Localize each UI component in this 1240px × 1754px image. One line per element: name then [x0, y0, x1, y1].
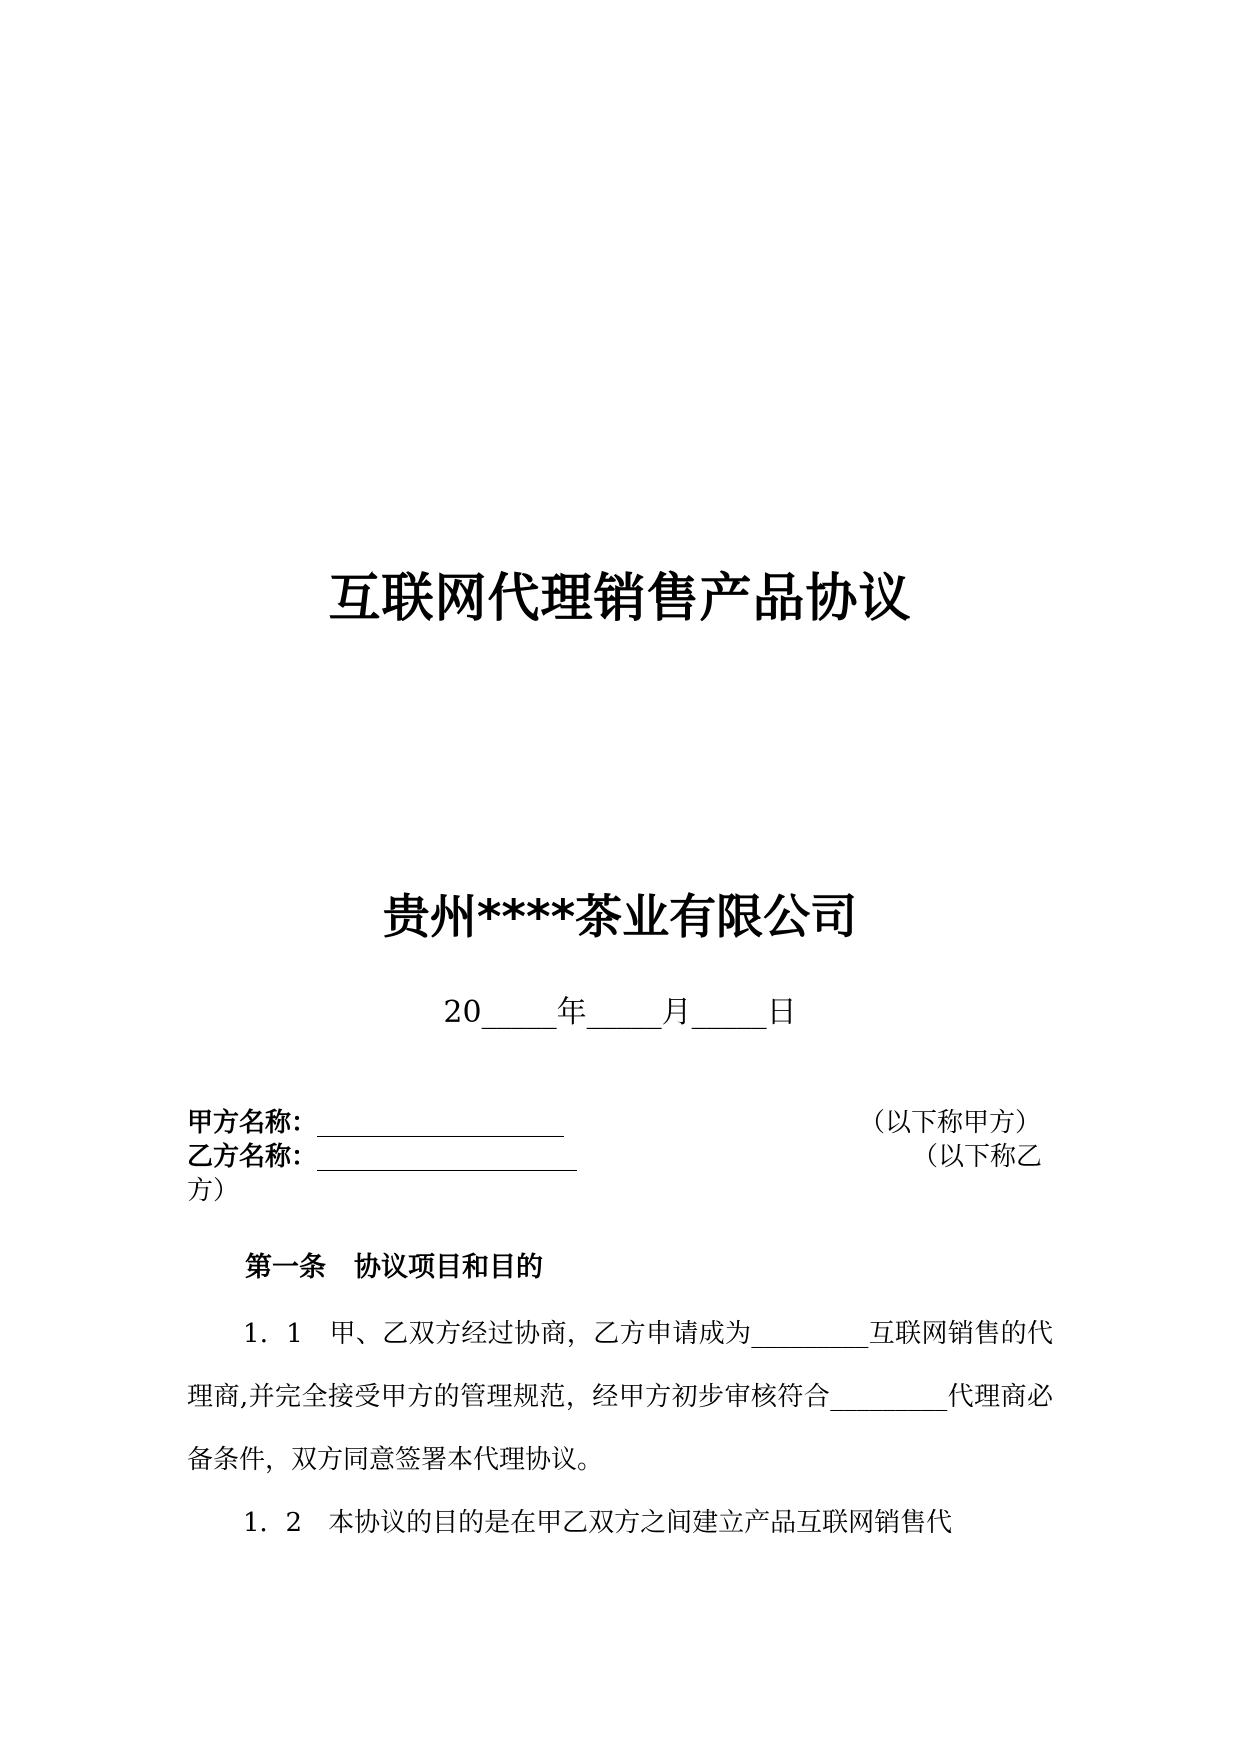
party-b-row	[187, 1136, 577, 1173]
party-b-alias-part1: （以下称乙	[912, 1142, 1043, 1172]
party-b-label: 乙方名称：	[187, 1142, 318, 1172]
document-title: 互联网代理销售产品协议	[328, 569, 912, 629]
company-name: 贵州****茶业有限公司	[382, 890, 858, 945]
article-1-heading	[245, 1245, 543, 1284]
clause-1-1: 1．1 甲、乙双方经过协商，乙方申请成为_________互联网销售的代理商,并完全接受甲方的管理规范，经甲方初步审核符合_________代理商必备条件，双方同意签署本代理协议。	[187, 1319, 1053, 1475]
party-a-blank: ___________________	[317, 1108, 565, 1138]
clause-1-2: 1．2 本协议的目的是在甲乙双方之间建立产品互联网销售代	[243, 1508, 953, 1538]
article-1-title: 协议项目和目的	[354, 1252, 543, 1283]
party-a-label: 甲方名称：	[187, 1108, 318, 1138]
party-b-alias-part2: 方）	[187, 1176, 240, 1206]
article-1-number: 第一条	[245, 1252, 326, 1283]
date-line: 20_____年_____月_____日	[443, 995, 797, 1030]
party-a-alias: （以下称甲方）	[859, 1108, 1042, 1138]
party-a-row	[187, 1102, 564, 1139]
party-b-blank: ____________________	[317, 1142, 578, 1172]
